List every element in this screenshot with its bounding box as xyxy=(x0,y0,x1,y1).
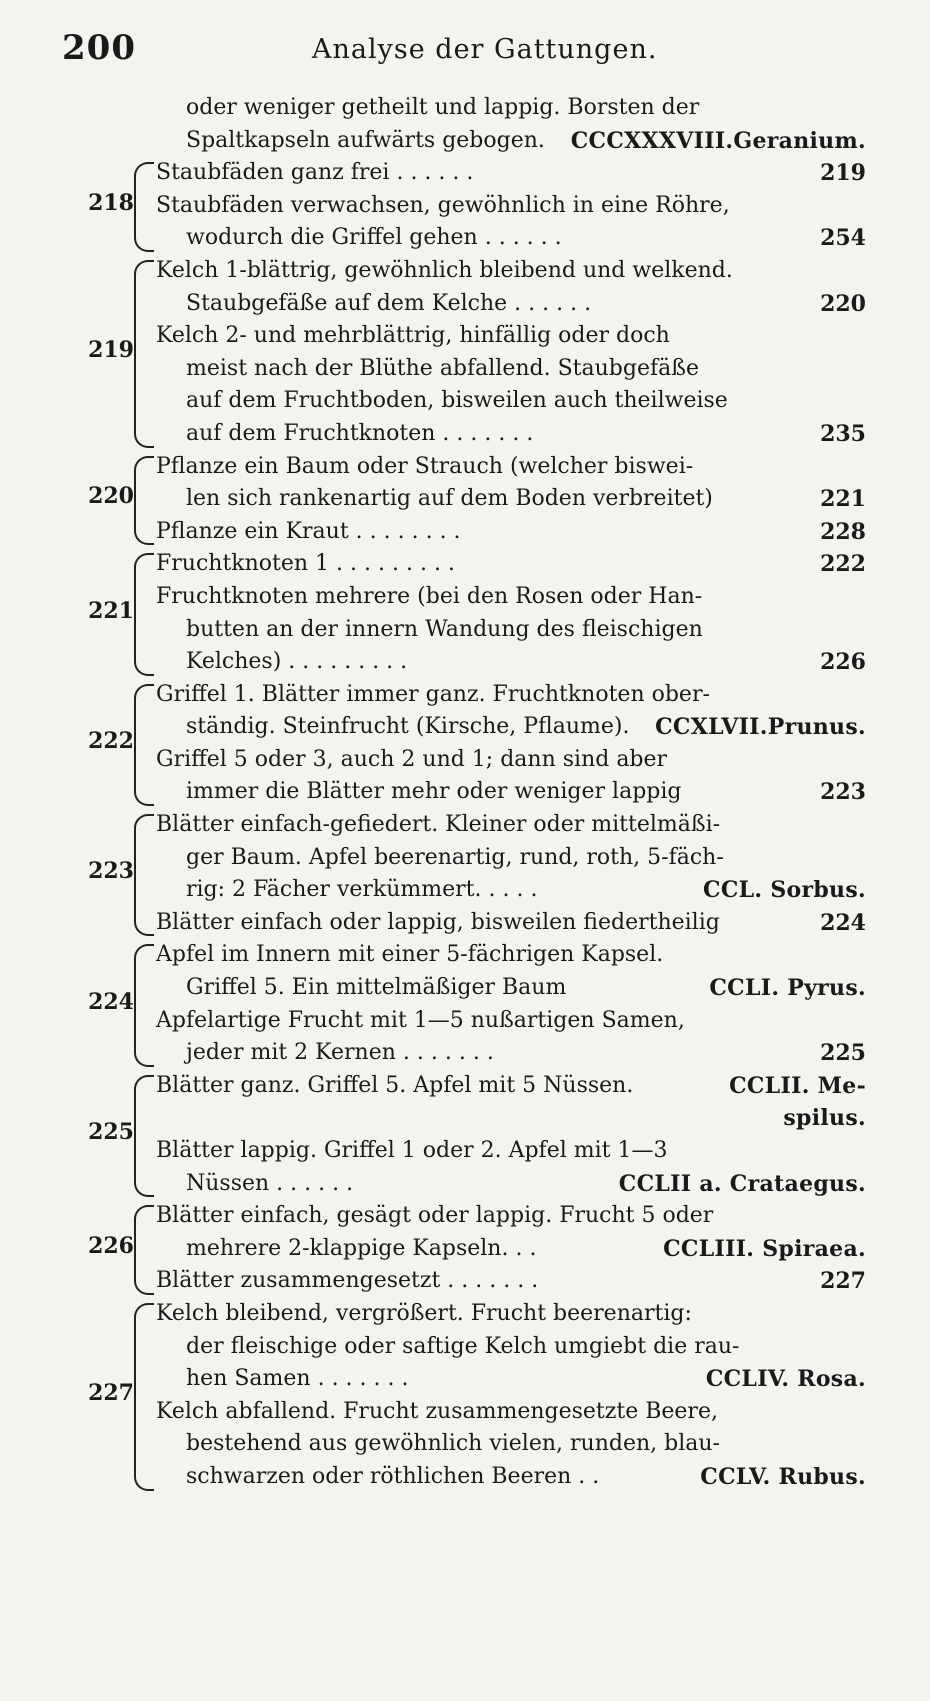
couplet-reference: 221 xyxy=(820,486,866,513)
couplet-number: 227 xyxy=(88,1379,134,1406)
intro-line xyxy=(0,92,930,125)
genus-reference: CCLV. Rubus. xyxy=(700,1463,866,1490)
entry-text: hen Samen . . . . . . . xyxy=(186,1366,409,1392)
intro-line xyxy=(0,125,930,158)
genus-reference: CCLI. Pyrus. xyxy=(709,975,866,1002)
couplet-group xyxy=(0,157,930,255)
couplet-group xyxy=(0,809,930,939)
couplet-group xyxy=(0,679,930,809)
key-line xyxy=(0,711,930,744)
couplet-group xyxy=(0,1070,930,1200)
entry-text: Nüssen . . . . . . xyxy=(186,1170,354,1196)
entry-text: Pflanze ein Kraut . . . . . . . . xyxy=(156,518,461,544)
entry-text: der fleischige oder saftige Kelch umgiebt die rau- xyxy=(186,1333,740,1359)
genus-reference: CCL. Sorbus. xyxy=(703,877,866,904)
key-line xyxy=(0,744,930,777)
entry-text: Apfel im Innern mit einer 5-fächrigen Kapsel. xyxy=(156,942,664,968)
key-line xyxy=(0,288,930,321)
entry-text: Staubfäden verwachsen, gewöhnlich in eine Röhre, xyxy=(156,192,730,218)
couplet-reference: 235 xyxy=(820,420,866,447)
entry-text: auf dem Fruchtboden, bisweilen auch theilweise xyxy=(186,388,728,414)
entry-text: wodurch die Griffel gehen . . . . . . xyxy=(186,225,562,251)
entry-text: Blätter zusammengesetzt . . . . . . . xyxy=(156,1268,539,1294)
couplet-number: 226 xyxy=(88,1233,134,1260)
entry-text: Blätter einfach, gesägt oder lappig. Frucht 5 oder xyxy=(156,1203,714,1229)
key-line xyxy=(0,451,930,484)
couplet-group xyxy=(0,548,930,678)
couplet-number: 225 xyxy=(88,1119,134,1145)
key-line xyxy=(0,809,930,842)
entry-text: Griffel 1. Blätter immer ganz. Fruchtknoten ober- xyxy=(156,681,710,707)
couplet-group xyxy=(0,939,930,1069)
key-line xyxy=(0,1037,930,1070)
entry-text: Griffel 5. Ein mittelmäßiger Baum xyxy=(186,975,567,1001)
couplet-number: 218 xyxy=(88,190,134,217)
entry-text: jeder mit 2 Kernen . . . . . . . xyxy=(186,1040,494,1066)
running-title: Analyse der Gattungen. xyxy=(312,34,658,65)
key-line xyxy=(0,353,930,386)
key-line xyxy=(0,1168,930,1201)
key-line xyxy=(0,776,930,809)
entry-text: oder weniger getheilt und lappig. Borsten der xyxy=(186,95,700,120)
couplet-number: 220 xyxy=(88,483,134,510)
entry-text: Kelches) . . . . . . . . . xyxy=(186,649,408,675)
couplet-reference: 220 xyxy=(820,290,866,317)
key-line xyxy=(0,646,930,679)
key-line xyxy=(0,483,930,516)
entry-text: Staubfäden ganz frei . . . . . . xyxy=(156,160,474,186)
entry-text: Blätter lappig. Griffel 1 oder 2. Apfel mit 1—3 xyxy=(156,1138,668,1163)
key-line xyxy=(0,516,930,549)
page-header xyxy=(62,28,868,78)
key-line xyxy=(0,1428,930,1461)
entry-text: ständig. Steinfrucht (Kirsche, Pflaume). xyxy=(186,714,630,740)
couplet-reference: 254 xyxy=(820,225,866,252)
couplet-reference: 225 xyxy=(820,1040,866,1067)
key-line xyxy=(0,939,930,972)
entry-text: ger Baum. Apfel beerenartig, rund, roth, 5-fäch- xyxy=(186,844,724,870)
couplet-group xyxy=(0,451,930,549)
key-line xyxy=(0,1233,930,1266)
couplet-group xyxy=(0,1298,930,1494)
entry-text: Kelch 1-blättrig, gewöhnlich bleibend und welkend. xyxy=(156,257,733,283)
key-line xyxy=(0,1005,930,1038)
key-line xyxy=(0,1298,930,1331)
key-line xyxy=(0,1396,930,1429)
key-line xyxy=(0,614,930,647)
entry-text: Fruchtknoten 1 . . . . . . . . . xyxy=(156,551,455,577)
key-line xyxy=(0,581,930,614)
couplet-number: 224 xyxy=(88,988,134,1015)
genus-reference: CCLIII. Spiraea. xyxy=(663,1235,866,1262)
key-line xyxy=(0,190,930,223)
key-line xyxy=(0,842,930,875)
genus-reference: CCCXXXVIII.Geranium. xyxy=(570,127,866,154)
couplet-reference: 226 xyxy=(820,649,866,676)
entry-text: Staubgefäße auf dem Kelche . . . . . . xyxy=(186,290,592,316)
entry-text: mehrere 2-klappige Kapseln. . . xyxy=(186,1235,537,1261)
couplet-group xyxy=(0,255,930,451)
entry-text: bestehend aus gewöhnlich vielen, runden, blau- xyxy=(186,1431,720,1457)
key-line xyxy=(0,548,930,581)
key-line xyxy=(0,418,930,451)
key-line xyxy=(0,1070,930,1103)
genus-reference: CCLII a. Crataegus. xyxy=(618,1170,866,1197)
entry-text: Fruchtknoten mehrere (bei den Rosen oder Han- xyxy=(156,583,703,609)
entry-text: auf dem Fruchtknoten . . . . . . . xyxy=(186,420,534,446)
key-line xyxy=(0,907,930,940)
couplet-number: 222 xyxy=(88,727,134,754)
couplet-reference: 219 xyxy=(820,160,866,187)
key-line xyxy=(0,1265,930,1298)
entry-text: schwarzen oder röthlichen Beeren . . xyxy=(186,1463,600,1489)
couplet-reference: 227 xyxy=(820,1268,866,1295)
couplet-number: 219 xyxy=(88,336,134,363)
entry-text: rig: 2 Fächer verkümmert. . . . . xyxy=(186,877,538,903)
entry-text: Blätter einfach-gefiedert. Kleiner oder mittelmäßi- xyxy=(156,812,721,838)
entry-text: Apfelartige Frucht mit 1—5 nußartigen Samen, xyxy=(156,1007,685,1033)
couplet-reference: 223 xyxy=(820,779,866,806)
key-line xyxy=(0,385,930,418)
genus-reference: CCXLVII.Prunus. xyxy=(655,714,866,741)
couplet-group xyxy=(0,1200,930,1298)
entry-text: butten an der innern Wandung des fleischigen xyxy=(186,616,703,642)
key-line xyxy=(0,157,930,190)
genus-reference: CCLII. Me- xyxy=(729,1072,866,1099)
couplet-number: 223 xyxy=(88,858,134,885)
key-line xyxy=(0,1461,930,1494)
couplet-number: 221 xyxy=(88,597,134,624)
key-line xyxy=(0,972,930,1005)
entry-text: Spaltkapseln aufwärts gebogen. xyxy=(186,127,545,153)
key-line xyxy=(0,1331,930,1364)
key-line xyxy=(0,1200,930,1233)
entry-text: meist nach der Blüthe abfallend. Staubgefäße xyxy=(186,355,699,381)
couplet-reference: 222 xyxy=(820,551,866,578)
key-line xyxy=(0,255,930,288)
entry-text: Kelch bleibend, vergrößert. Frucht beerenartig: xyxy=(156,1300,692,1326)
intro-block xyxy=(0,92,930,157)
entry-text: len sich rankenartig auf dem Boden verbreitet) xyxy=(186,486,713,512)
entry-text: Kelch 2- und mehrblättrig, hinfällig oder doch xyxy=(156,323,670,349)
entry-text: Blätter ganz. Griffel 5. Apfel mit 5 Nüssen. xyxy=(156,1072,634,1098)
key-line xyxy=(0,222,930,255)
key-line xyxy=(0,1135,930,1168)
entry-text: Kelch abfallend. Frucht zusammengesetzte Beere, xyxy=(156,1398,718,1424)
genus-reference: CCLIV. Rosa. xyxy=(705,1366,866,1393)
genus-reference: spilus. xyxy=(783,1105,866,1132)
key-line xyxy=(0,1363,930,1396)
page-number: 200 xyxy=(62,28,136,68)
entry-text: Griffel 5 oder 3, auch 2 und 1; dann sind aber xyxy=(156,746,668,772)
couplet-reference: 224 xyxy=(820,909,866,936)
entry-text: Blätter einfach oder lappig, bisweilen fiedertheilig xyxy=(156,909,720,935)
key-line xyxy=(0,320,930,353)
entry-text: Pflanze ein Baum oder Strauch (welcher biswei- xyxy=(156,453,694,479)
key-line xyxy=(0,679,930,712)
key-line xyxy=(0,1102,930,1135)
key-line xyxy=(0,874,930,907)
key-content xyxy=(0,92,930,1494)
couplet-reference: 228 xyxy=(820,518,866,545)
entry-text: immer die Blätter mehr oder weniger lappig xyxy=(186,779,682,805)
